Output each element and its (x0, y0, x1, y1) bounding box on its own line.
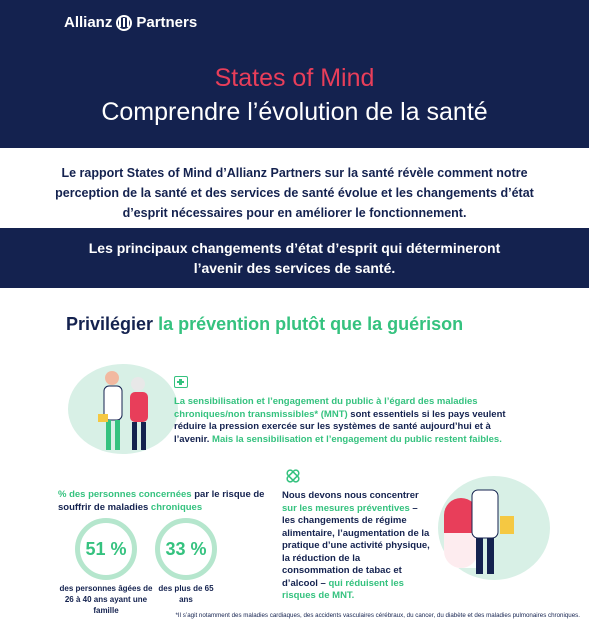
awareness-green-2: Mais la sensibilisation et l’engagement du public restent faibles. (212, 433, 502, 445)
stat-caption-26-40: des personnes âgées de 26 à 40 ans ayant une famille (59, 584, 153, 615)
band-line-2: l’avenir des services de santé. (193, 260, 396, 276)
logo-text-partners: Partners (136, 14, 198, 31)
awareness-paragraph (174, 396, 524, 446)
prevention-green-1: sur les mesures préventives (282, 502, 410, 514)
prevention-dark-1: Nous devons nous concentrer (282, 490, 419, 501)
key-changes-band (0, 228, 589, 288)
page-title: States of Mind (214, 64, 375, 92)
section-title-green: la prévention plutôt que la guérison (158, 314, 464, 334)
prevention-paragraph (282, 490, 430, 603)
pill-icon (285, 468, 301, 484)
stats-heading (58, 488, 278, 514)
footnote: *Il s’agit notamment des maladies cardiaques, des accidents vasculaires cérébraux, du cancer, du diabète et des maladies pulmonaires chroniques. (175, 612, 580, 619)
prevention-green-2: qui réduisent les risques de MNT. (282, 577, 404, 601)
stats-heading-green: % des personnes concernées (58, 489, 192, 500)
header-banner (0, 0, 589, 148)
elderly-couple-illustration (68, 364, 178, 454)
awareness-green-1: La sensibilisation et l’engagement du public à l’égard des maladies chroniques/non transmissibles* (MNT) (174, 396, 478, 420)
page-subtitle: Comprendre l’évolution de la santé (101, 98, 488, 126)
medical-kit-icon (174, 376, 188, 388)
allianz-logo (64, 14, 197, 31)
band-line-1: Les principaux changements d’état d’esprit qui détermineront (88, 240, 501, 256)
stats-heading-dark: par le risque de souffrir de maladies (58, 489, 265, 513)
stat-caption-65-plus: des plus de 65 ans (158, 584, 214, 604)
stats-heading-green-2: chroniques (150, 502, 203, 513)
section-title (66, 314, 463, 335)
stat-circle-65-plus: 33 % (155, 518, 217, 580)
awareness-dark: sont essentiels si les pays veulent réduire la pression exercée sur les systèmes de santé aujourd’hui et à l’avenir. (174, 408, 506, 445)
stat-circle-26-40: 51 % (75, 518, 137, 580)
intro-paragraph: Le rapport States of Mind d’Allianz Partners sur la santé révèle comment notre perception de la santé et des services de santé évolue et les changements d’état d’esprit nécessaires pour en améliorer le fonctionnement. (55, 166, 534, 220)
prevention-dark-2: – les changements de régime alimentaire, l’augmentation de la pratique d’une activité physique, la réduction de la consommation de tabac et d’alcool – (282, 502, 430, 589)
section-title-dark: Privilégier (66, 314, 154, 334)
logo-text-allianz: Allianz (64, 14, 113, 31)
allianz-eagle-icon (116, 15, 132, 31)
doctor-illustration (438, 476, 550, 580)
